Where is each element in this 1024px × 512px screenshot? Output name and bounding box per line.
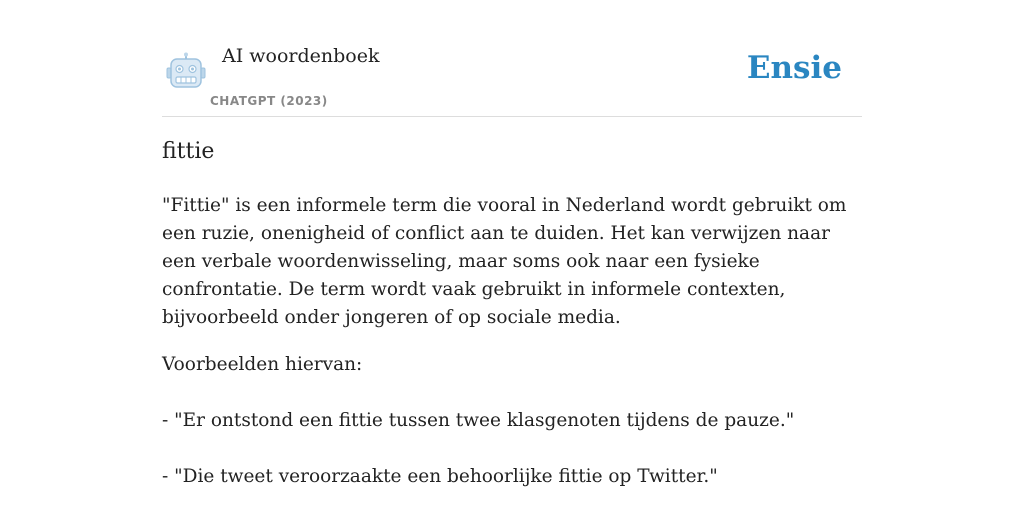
dictionary-title[interactable]: AI woordenboek <box>222 45 380 67</box>
entry-term: fittie <box>162 139 215 164</box>
examples-heading: Voorbeelden hiervan: <box>162 354 363 375</box>
robot-icon[interactable] <box>166 52 206 90</box>
page <box>162 0 862 512</box>
example-item: - "Die tweet veroorzaakte een behoorlijke fittie op Twitter." <box>162 466 718 487</box>
dictionary-subtitle: CHATGPT (2023) <box>210 94 328 108</box>
entry-definition: "Fittie" is een informele term die vooral in Nederland wordt gebruikt om een ruzie, onenigheid of conflict aan te duiden. Het kan verwijzen naar een verbale woordenwisseling, maar soms ook naar een fysieke confrontatie. De term wordt vaak gebruikt in informele contexten, bijvoorbeeld onder jongeren of op sociale media. <box>162 195 847 328</box>
brand-logo[interactable]: Ensie <box>746 50 842 86</box>
header <box>162 0 862 117</box>
example-item: - "Er ontstond een fittie tussen twee klasgenoten tijdens de pauze." <box>162 410 795 431</box>
